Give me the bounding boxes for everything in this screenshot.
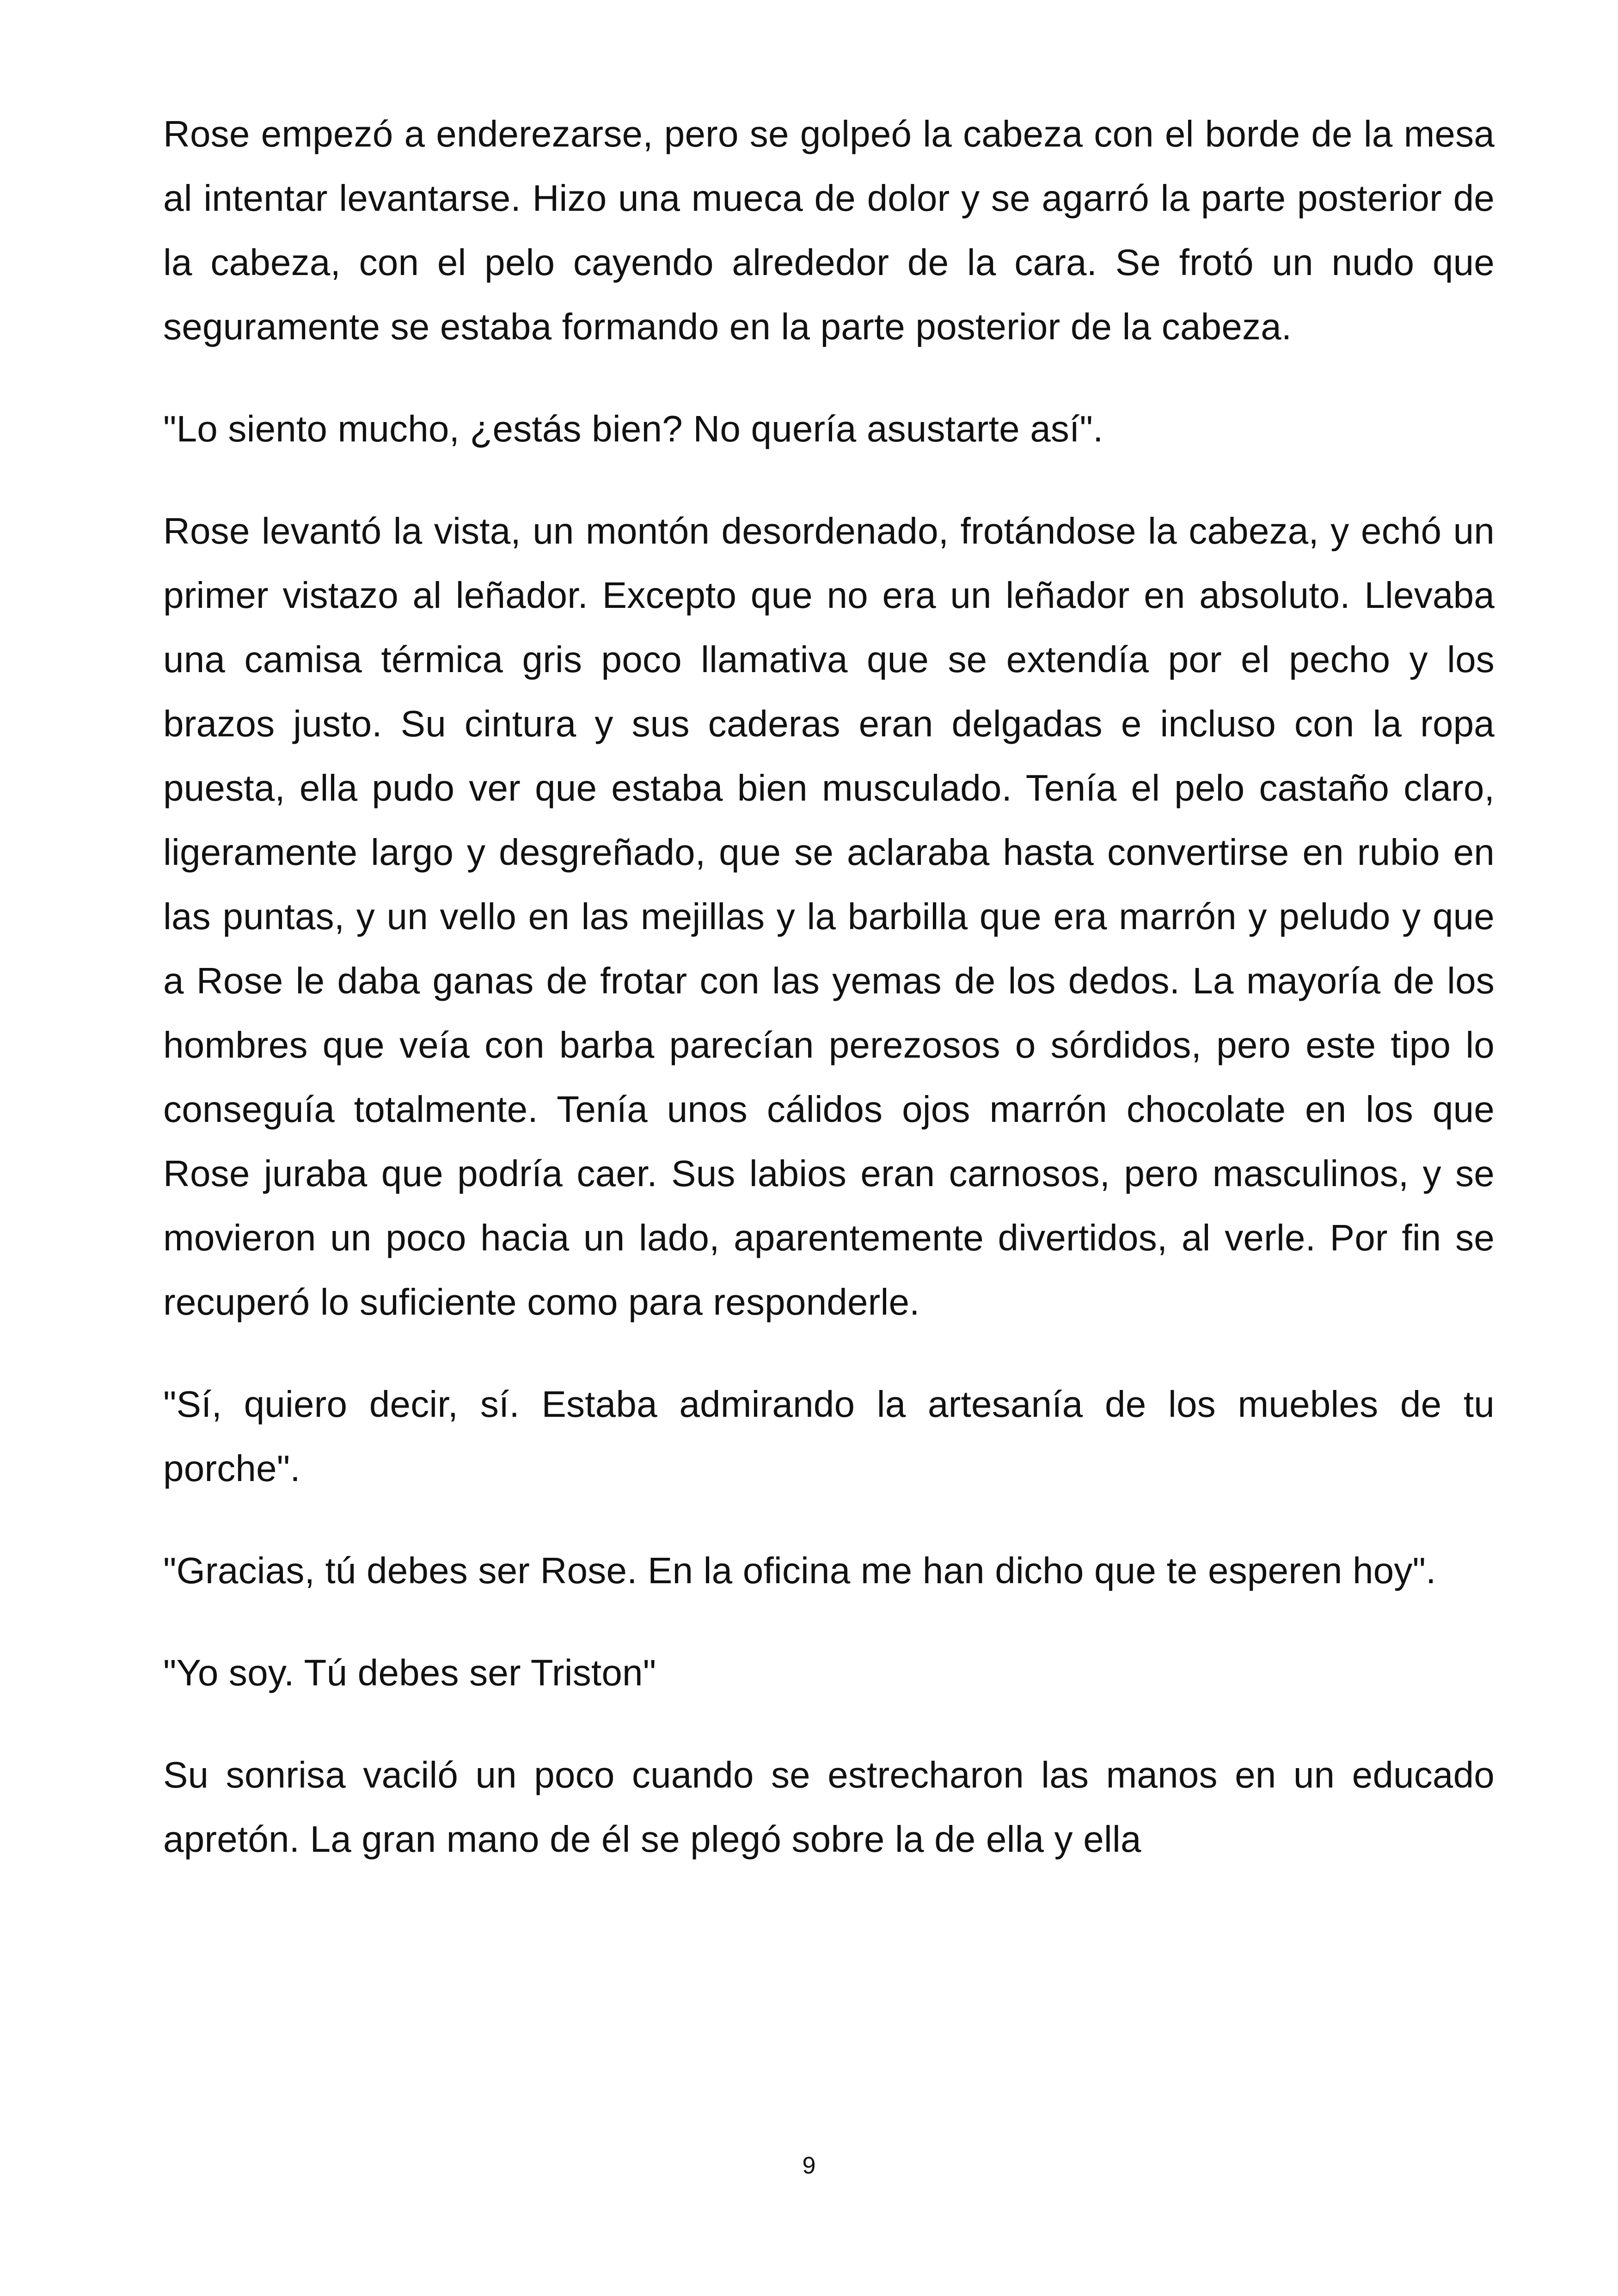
- paragraph-2: "Lo siento mucho, ¿estás bien? No quería asustarte así".: [163, 408, 1103, 449]
- body-text: [163, 102, 1495, 1871]
- paragraph-7: Su sonrisa vaciló un poco cuando se estrecharon las manos en un educado apretón. La gran mano de él se plegó sobre la de ella y ella: [163, 1754, 1495, 1860]
- page-number: 9: [802, 2152, 816, 2179]
- paragraph-1: Rose empezó a enderezarse, pero se golpeó la cabeza con el borde de la mesa al intentar levantarse. Hizo una mueca de dolor y se agarró la parte posterior de la cabeza, con el pelo cayendo alrededor de la cara. Se frotó un nudo que seguramente se estaba formando en la parte posterior de la cabeza.: [163, 113, 1495, 347]
- paragraph-5: "Gracias, tú debes ser Rose. En la oficina me han dicho que te esperen hoy".: [163, 1550, 1436, 1591]
- paragraph-4: "Sí, quiero decir, sí. Estaba admirando la artesanía de los muebles de tu porche".: [163, 1384, 1495, 1489]
- paragraph-6: "Yo soy. Tú debes ser Triston": [163, 1652, 656, 1693]
- paragraph-3: Rose levantó la vista, un montón desordenado, frotándose la cabeza, y echó un primer vistazo al leñador. Excepto que no era un leñador en absoluto. Llevaba una camisa térmica gris poco llamativa que se extendía por el pecho y los brazos justo. Su cintura y sus caderas eran delgadas e incluso con la ropa puesta, ella pudo ver que estaba bien musculado. Tenía el pelo castaño claro, ligeramente largo y desgreñado, que se aclaraba hasta convertirse en rubio en las puntas, y un vello en las mejillas y la barbilla que era marrón y peludo y que a Rose le daba ganas de frotar con las yemas de los dedos. La mayoría de los hombres que veía con barba parecían perezosos o sórdidos, pero este tipo lo conseguía totalmente. Tenía unos cálidos ojos marrón chocolate en los que Rose juraba que podría caer. Sus labios eran carnosos, pero masculinos, y se movieron un poco hacia un lado, aparentemente divertidos, al verle. Por fin se recuperó lo suficiente como para responderle.: [163, 510, 1495, 1322]
